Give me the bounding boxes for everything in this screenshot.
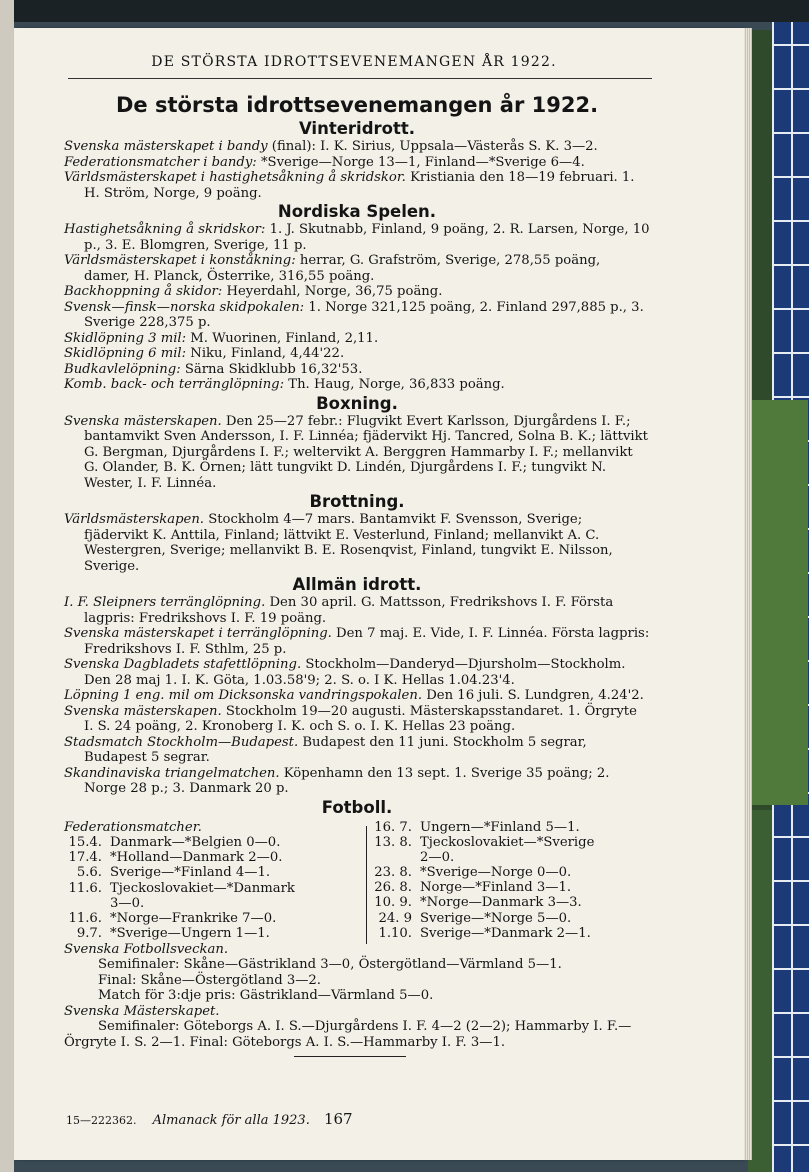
match-row [374, 865, 664, 880]
entry-text: Köpenhamn den 13 sept. 1. Sverige 35 poäng; 2. Norge 28 p.; 3. Danmark 20 p. [84, 765, 610, 796]
section-heading-vinteridrott: Vinteridrott. [298, 119, 416, 138]
match-result: Sverige—*Finland 4—1. [110, 865, 271, 881]
match-date: 26. 8. [374, 880, 412, 896]
match-row [64, 881, 364, 896]
match-result: *Sverige—Norge 0—0. [420, 865, 572, 881]
match-result: Ungern—*Finland 5—1. [420, 819, 580, 835]
page-content [64, 90, 650, 1057]
fotboll-right-column [374, 820, 664, 942]
entry-terranglopning-sm [64, 626, 650, 657]
section-heading-brottning: Brottning. [309, 492, 405, 511]
entry-konstakning [64, 253, 650, 284]
entry-stadsmatch [64, 735, 650, 766]
section-heading-nordiska-spelen: Nordiska Spelen. [277, 202, 437, 221]
svenska-mastarskapet-text: Semifinaler: Göteborgs A. I. S.—Djurgårdens I. F. 4—2 (2—2); Hammarby I. F.—Örgryte I. S. 2—1. Final: Göteborgs A. I. S.—Hammarby I. F. 3—1. [64, 1019, 632, 1050]
section-end-rule [294, 1056, 406, 1057]
entry-label: Världsmästerskapet i hastighetsåkning å skridskor. [64, 170, 406, 185]
entry-sleipner [64, 595, 650, 626]
entry-stafettlopning [64, 657, 650, 688]
match-date: 1.10. [378, 925, 412, 941]
page-number: 167 [323, 1110, 353, 1128]
entry-hastighetsakning [64, 222, 650, 253]
entry-komb [64, 377, 650, 393]
entry-text: Den 16 juli. S. Lundgren, 4.24'2. [422, 688, 644, 703]
page-footer [66, 1110, 353, 1128]
entry-text: Budapest den 11 juni. Stockholm 5 segrar, Budapest 5 segrar. [84, 734, 587, 765]
entry-budkavle [64, 362, 650, 378]
entry-dicksonska [64, 688, 650, 704]
printer-signature: 15—222362. [66, 1114, 137, 1127]
fotboll-federation-table [64, 820, 650, 942]
fotbollsveckan-semifinaler: Semifinaler: Skåne—Gästrikland 3—0, Östergötland—Värmland 5—1. [98, 957, 562, 972]
match-row [374, 926, 664, 941]
match-result: 2—0. [420, 849, 455, 865]
match-result: Tjeckoslovakiet—*Sverige [420, 834, 595, 850]
entry-text: Kristiania den 18—19 februari. 1. H. Ström, Norge, 9 poäng. [84, 170, 635, 201]
entry-text: Niku, Finland, 4,44'22. [186, 346, 345, 361]
entry-skridsko-vm [64, 170, 650, 201]
match-date: 23. 8. [374, 865, 412, 881]
section-heading-boxning: Boxning. [316, 393, 398, 413]
entry-triangelmatch [64, 766, 650, 797]
book-page [14, 28, 744, 1160]
entry-skidlopning-6 [64, 346, 650, 362]
running-head-rule [68, 78, 652, 79]
entry-label: Skidlöpning 3 mil: [64, 330, 187, 346]
match-date: 11.6. [68, 880, 102, 896]
entry-label: Svenska mästerskapen. [64, 413, 222, 429]
entry-label: Budkavlelöpning: [64, 361, 181, 377]
match-date: 10. 9. [374, 895, 412, 911]
entry-text: Heyerdahl, Norge, 36,75 poäng. [222, 284, 443, 299]
entry-svenska-mastarskapet [64, 1004, 650, 1020]
section-heading-fotboll: Fotboll. [321, 797, 393, 817]
entry-label: Skidlöpning 6 mil: [64, 346, 187, 361]
match-result: *Sverige—Ungern 1—1. [110, 926, 270, 942]
almanac-title: Almanack för alla 1923. [152, 1113, 310, 1128]
entry-skidpokalen [64, 300, 650, 331]
entry-allman-sm [64, 704, 650, 735]
match-date [374, 850, 420, 865]
entry-text: 1. Norge 321,125 poäng, 2. Finland 297,885 p., 3. Sverige 228,375 p. [84, 299, 644, 330]
match-row [64, 896, 364, 911]
entry-text: (final): I. K. Sirius, Uppsala—Västerås S. K. 3—2. [267, 139, 598, 154]
match-row [374, 895, 664, 910]
entry-label: Världsmästerskapen. [64, 512, 205, 527]
entry-skidlopning-3 [64, 331, 650, 347]
page-edge [744, 28, 752, 1160]
entry-label: Svenska mästerskapet i bandy [64, 139, 268, 154]
column-divider [366, 826, 367, 944]
entry-label: Backhoppning å skidor: [64, 284, 223, 299]
entry-label: Svenska mästerskapen. [64, 703, 222, 719]
entry-label: Komb. back- och terränglöpning: [64, 377, 285, 392]
match-row [374, 850, 664, 865]
match-date: 15.4. [68, 835, 102, 850]
match-result: Tjeckoslovakiet—*Danmark [110, 880, 295, 896]
match-row [64, 926, 364, 941]
match-date: 17.4. [68, 850, 102, 866]
entry-label: Svenska Dagbladets stafettlöpning. [64, 657, 302, 672]
background-left-page [0, 0, 14, 1172]
section-heading-allman-idrott: Allmän idrott. [292, 575, 422, 594]
match-result: *Holland—Danmark 2—0. [110, 850, 283, 866]
entry-label: Stadsmatch Stockholm—Budapest. [64, 734, 299, 750]
page-title: De största idrottsevenemangen år 1922. [115, 93, 599, 117]
entry-text: Den 7 maj. E. Vide, I. F. Linnéa. Första lagpris: Fredrikshovs I. F. Sthlm, 25 p. [84, 626, 650, 657]
background-top-strip [0, 0, 809, 22]
match-result: Danmark—*Belgien 0—0. [110, 835, 281, 850]
entry-bandy-federation [64, 155, 650, 171]
match-date: 13. 8. [374, 834, 412, 850]
entry-text: M. Wuorinen, Finland, 2,11. [186, 330, 379, 346]
entry-text: Särna Skidklubb 16,32'53. [180, 361, 363, 377]
entry-text: Stockholm—Danderyd—Djursholm—Stockholm. Den 28 maj 1. I. K. Göta, 1.03.58'9; 2. S. o. I K. Hellas 1.04.23'4. [84, 657, 626, 688]
fotboll-federation-label: Federationsmatcher. [64, 819, 202, 835]
entry-label: Löpning 1 eng. mil om Dicksonska vandringspokalen. [64, 688, 423, 703]
entry-label: Skandinaviska triangelmatchen. [64, 765, 280, 781]
entry-text: Th. Haug, Norge, 36,833 poäng. [284, 377, 505, 392]
fotboll-left-column [64, 820, 364, 942]
fotbollsveckan-tredje-pris: Match för 3:dje pris: Gästrikland—Värmland 5—0. [98, 988, 434, 1003]
match-result: Sverige—*Norge 5—0. [420, 910, 572, 926]
entry-label: Svenska Fotbollsveckan. [64, 941, 229, 957]
match-result: *Norge—Danmark 3—3. [420, 895, 582, 911]
match-date: 16. 7. [374, 819, 412, 835]
match-row [64, 835, 364, 850]
running-head: DE STÖRSTA IDROTTSEVENEMANGEN ÅR 1922. [151, 54, 557, 70]
match-row [64, 911, 364, 926]
fotbollsveckan-final: Final: Skåne—Östergötland 3—2. [98, 972, 321, 988]
match-date: 9.7. [76, 926, 102, 942]
entry-boxning-sm [64, 414, 650, 492]
match-result: Sverige—*Danmark 2—1. [420, 925, 591, 941]
entry-label: Svensk—finsk—norska skidpokalen: [64, 299, 305, 315]
entry-text: 1. J. Skutnabb, Finland, 9 poäng, 2. R. Larsen, Norge, 10 p., 3. E. Blomgren, Sverige, 11 p. [84, 222, 650, 253]
entry-label: Hastighetsåkning å skridskor: [64, 222, 266, 237]
match-result: *Norge—Frankrike 7—0. [110, 910, 277, 926]
match-result: 3—0. [110, 895, 145, 911]
entry-text: Den 30 april. G. Mattsson, Fredrikshovs I. F. Första lagpris: Fredrikshovs I. F. 19 poäng. [84, 595, 614, 626]
match-date: 11.6. [68, 910, 102, 926]
entry-text: Den 25—27 febr.: Flugvikt Evert Karlsson, Djurgårdens I. F.; bantamvikt Sven Andersson, I. F. Linnéa; fjädervikt Hj. Tancred, Solna B. K.; lättvikt G. Bergman, Djurgårdens I. F.; weltervikt A. Berggren Hammarby I. F.; mellanvikt G. Olander, B. K. Örnen; lätt tungvikt D. Lindén, Djurgårdens I. F.; tungvikt N. Wester, I. F. Linnéa. [84, 413, 648, 491]
entry-label: Federationsmatcher i bandy: [64, 154, 257, 170]
entry-label: Svenska Mästerskapet. [64, 1003, 220, 1019]
match-date: 24. 9 [378, 910, 412, 926]
entry-label: I. F. Sleipners terränglöpning. [64, 595, 266, 610]
match-row [374, 880, 664, 895]
match-row [374, 820, 664, 835]
match-date [64, 896, 110, 911]
match-date: 5.6. [76, 865, 102, 881]
background-green-tab [748, 400, 808, 805]
entry-fotbollsveckan [64, 942, 650, 958]
entry-text: *Sverige—Norge 13—1, Finland—*Sverige 6—4. [256, 154, 585, 170]
entry-brottning-vm [64, 512, 650, 574]
entry-bandy-sm [64, 139, 650, 155]
entry-text: Stockholm 4—7 mars. Bantamvikt F. Svensson, Sverige; fjädervikt K. Anttila, Finland; lättvikt E. Vesterlund, Finland; mellanvikt A. C. Westergren, Sverige; mellanvikt B. E. Rosenqvist, Finland, tungvikt E. Nilsson, Sverige. [84, 512, 613, 574]
match-row [64, 850, 364, 865]
entry-label: Världsmästerskapet i konståkning: [64, 253, 296, 268]
entry-label: Svenska mästerskapet i terränglöpning. [64, 626, 332, 641]
match-row [374, 835, 664, 850]
match-result: Norge—*Finland 3—1. [420, 880, 572, 896]
entry-text: Stockholm 19—20 augusti. Mästerskapsstandaret. 1. Örgryte I. S. 24 poäng, 2. Kronoberg I. K. och S. o. I. K. Hellas 23 poäng. [84, 703, 637, 734]
entry-text: herrar, G. Grafström, Sverige, 278,55 poäng, damer, H. Planck, Österrike, 316,55 poäng. [84, 253, 601, 284]
match-row [374, 911, 664, 926]
entry-backhoppning [64, 284, 650, 300]
match-row [64, 865, 364, 880]
